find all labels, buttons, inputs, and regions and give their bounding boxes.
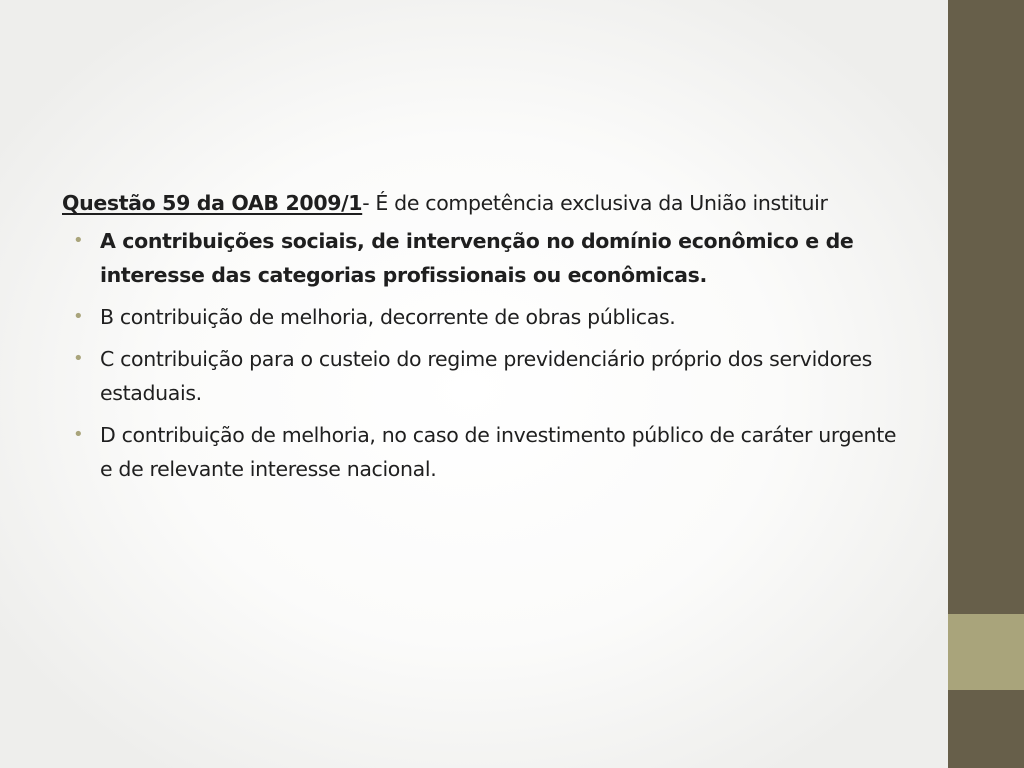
option-d-text: D contribuição de melhoria, no caso de investimento público de caráter urgente e de relevante interesse nacional. xyxy=(100,423,897,481)
question-intro xyxy=(62,186,862,220)
question-label: Questão 59 da OAB 2009/1 xyxy=(62,191,363,215)
option-b-text: B contribuição de melhoria, decorrente de obras públicas. xyxy=(100,305,676,329)
bullet-icon: • xyxy=(73,230,84,251)
slide-content xyxy=(62,186,922,486)
bullet-icon: • xyxy=(73,424,84,445)
bullet-icon: • xyxy=(73,306,84,327)
answer-options-list xyxy=(62,224,922,486)
option-b xyxy=(62,300,900,334)
option-a xyxy=(62,224,900,292)
side-decoration-accent xyxy=(948,614,1024,690)
option-a-text: A contribuições sociais, de intervenção no domínio econômico e de interesse das categorias profissionais ou econômicas. xyxy=(100,229,854,287)
option-c xyxy=(62,342,900,410)
bullet-icon: • xyxy=(73,348,84,369)
option-d xyxy=(62,418,900,486)
option-c-text: C contribuição para o custeio do regime previdenciário próprio dos servidores estaduais. xyxy=(100,347,873,405)
question-text: - É de competência exclusiva da União instituir xyxy=(362,191,828,215)
